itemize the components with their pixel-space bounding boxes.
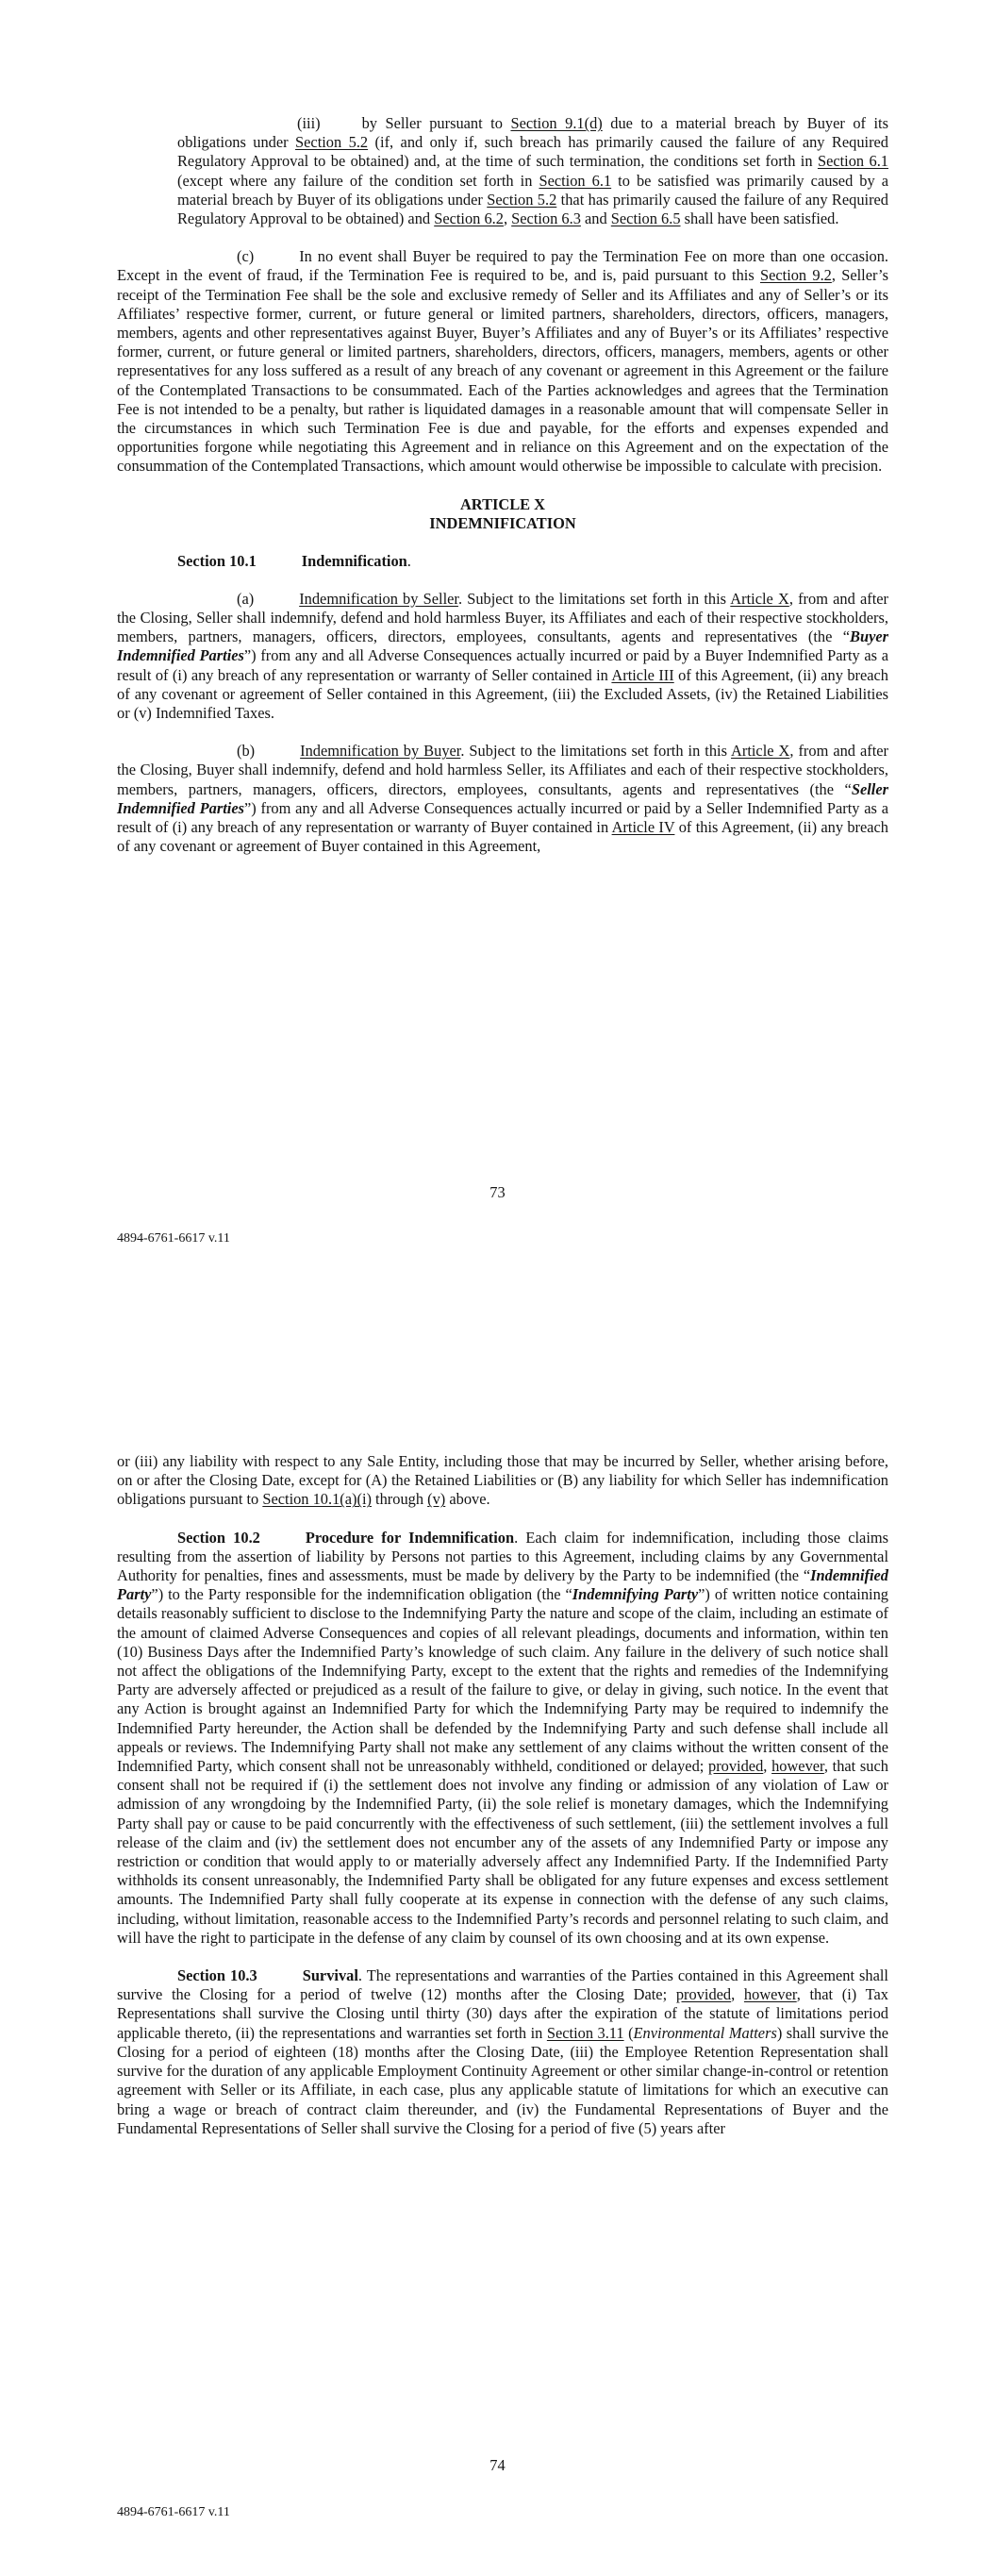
section-caption: Environmental Matters xyxy=(633,2023,777,2042)
proviso-term: however xyxy=(771,1757,824,1776)
clause-9-2-b-iii: (iii) by Seller pursuant to Section 9.1(d) due to a material breach by Buyer of its obligations under Section 5.2 (if, and only if, such breach has primarily caused the failure of any Required Regulatory Approval to be obtained) and, at the time of such termination, the conditions set forth in Section 6.1 (except where any failure of the condition set forth in Section 6.1 to be satisfied was primarily caused by a material breach by Buyer of its obligations under Section 5.2 that has primarily caused the failure of any Required Regulatory Approval to be obtained) and Section 6.2, Section 6.3 and Section 6.5 shall have been satisfied. xyxy=(177,114,889,228)
clause-label: (c) xyxy=(237,247,255,266)
proviso-term: however xyxy=(743,1985,797,2004)
section-title: Survival xyxy=(302,1966,358,1985)
clause-label: (a) xyxy=(237,589,255,608)
clause-10-1-b-continuation: or (iii) any liability with respect to any Sale Entity, including those that may be incurred by Seller, whether arising before, on or after the Closing Date, except for (A) the Retained Liabilities or (B) any liability for which Seller has indemnification obligations pursuant to Section 10.1(a)(i) through (v) above. xyxy=(117,1452,888,1509)
section-ref: Section 5.2 xyxy=(487,190,557,209)
page-body xyxy=(117,1452,888,2157)
section-ref: Section 10.1(a)(i) xyxy=(262,1490,372,1509)
section-ref: Article X xyxy=(730,589,789,608)
section-number: Section 10.2 xyxy=(177,1528,260,1547)
article-subtitle: INDEMNIFICATION xyxy=(429,513,576,532)
clause-label: (b) xyxy=(237,742,256,761)
section-number: Section 10.3 xyxy=(177,1966,257,1985)
clause-10-1-b: (b) Indemnification by Buyer. Subject to the limitations set forth in this Article X, from and after the Closing, Buyer shall indemnify, defend and hold harmless Seller, its Affiliates and each of their respective stockholders, members, partners, managers, officers, directors, employees, consultants, agents and representatives (the “Seller Indemnified Parties”) from any and all Adverse Consequences actually incurred or paid by a Seller Indemnified Party as a result of (i) any breach of any representation or warranty of Buyer contained in Article IV of this Agreement, (ii) any breach of any covenant or agreement of Buyer contained in this Agreement, xyxy=(117,742,889,856)
article-heading xyxy=(117,495,888,533)
section-10-1-heading: Section 10.1 Indemnification. xyxy=(177,551,411,570)
section-ref: Section 9.2 xyxy=(759,266,832,285)
article-title: ARTICLE X xyxy=(459,494,546,513)
section-title: Indemnification xyxy=(301,551,407,570)
clause-label: (iii) xyxy=(297,114,321,132)
clause-heading: Indemnification by Seller xyxy=(299,589,458,608)
defined-term: Buyer Indemnified Parties xyxy=(117,627,888,665)
section-title: Procedure for Indemnification xyxy=(305,1528,515,1547)
defined-term: Indemnifying Party xyxy=(572,1585,699,1604)
section-ref: Section 6.2 xyxy=(434,209,504,228)
section-ref: Section 3.11 xyxy=(546,2023,624,2042)
document-page-74 xyxy=(0,1288,995,2576)
section-ref: Section 5.2 xyxy=(295,133,369,152)
document-id: 4894-6761-6617 v.11 xyxy=(117,1231,230,1246)
section-ref: Section 6.5 xyxy=(610,209,681,228)
section-ref: Section 6.1 xyxy=(539,171,612,190)
proviso-term: provided xyxy=(675,1985,732,2004)
clause-heading: Indemnification by Buyer xyxy=(300,742,461,761)
section-ref: Section 6.3 xyxy=(511,209,581,228)
page-number: 73 xyxy=(489,1183,506,1201)
section-number: Section 10.1 xyxy=(177,551,257,570)
section-ref: Section 9.1(d) xyxy=(510,114,603,132)
section-ref: Article X xyxy=(731,742,790,761)
clause-9-2-c: (c) In no event shall Buyer be required to pay the Termination Fee on more than one occasion. Except in the event of fraud, if the Termination Fee is required to be, and is, paid pursuant to this Section 9.2, Seller’s receipt of the Termination Fee shall be the sole and exclusive remedy of Seller and its Affiliates and any of Seller’s or its Affiliates’ respective former, current, or future general or limited partners, shareholders, directors, officers, managers, members, agents and other representatives against Buyer, Buyer’s Affiliates and any of Buyer’s or its Affiliates’ respective former, current, or future general or limited partners, shareholders, directors, officers, managers, members, agents or other representatives for any loss suffered as a result of any breach of any covenant or agreement in this Agreement or the failure of the Contemplated Transactions to be consummated. Each of the Parties acknowledges and agrees that the Termination Fee is not intended to be a penalty, but rather is liquidated damages in a reasonable amount that will compensate Seller in the circumstances in which such Termination Fee is due and payable, for the efforts and expenses expended and opportunities forgone while negotiating this Agreement and in reliance on this Agreement and on the expectation of the consummation of the Contemplated Transactions, which amount would otherwise be impossible to calculate with precision. xyxy=(117,247,888,476)
section-ref: Article IV xyxy=(611,818,675,837)
defined-term: Indemnified Party xyxy=(117,1566,888,1604)
section-10-3: Section 10.3 Survival. The representations and warranties of the Parties contained in this Agreement shall survive the Closing for a period of twelve (12) months after the Closing Date; provided, however, that (i) Tax Representations shall survive the Closing until thirty (30) days after the expiration of the statute of limitations period applicable thereto, (ii) the representations and warranties set forth in Section 3.11 (Environmental Matters) shall survive the Closing for a period of eighteen (18) months after the Closing Date, (iii) the Employee Retention Representation shall survive for the duration of any applicable Employment Continuity Agreement or other similar change-in-control or retention agreement with Seller or its Affiliate, in each case, plus any applicable statute of limitations for which an executive can bring a wage or breach of contract claim thereunder, and (iv) the Fundamental Representations of Buyer and the Fundamental Representations of Seller shall survive the Closing for a period of five (5) years after xyxy=(117,1966,889,2137)
document-id: 4894-6761-6617 v.11 xyxy=(117,2505,230,2519)
proviso-term: provided xyxy=(708,1757,764,1776)
page-body xyxy=(117,114,888,876)
clause-10-1-a: (a) Indemnification by Seller. Subject to the limitations set forth in this Article X, from and after the Closing, Seller shall indemnify, defend and hold harmless Buyer, its Affiliates and each of their respective stockholders, members, partners, managers, officers, directors, employees, consultants, agents and representatives (the “Buyer Indemnified Parties”) from any and all Adverse Consequences actually incurred or paid by a Buyer Indemnified Party as a result of (i) any breach of any representation or warranty of Seller contained in Article III of this Agreement, (ii) any breach of any covenant or agreement of Seller contained in this Agreement, (iii) the Excluded Assets, (iv) the Retained Liabilities or (v) Indemnified Taxes. xyxy=(117,589,889,723)
section-ref: Section 6.1 xyxy=(817,152,889,171)
page-number: 74 xyxy=(489,2456,506,2474)
section-ref: (v) xyxy=(427,1490,446,1509)
defined-term: Seller Indemnified Parties xyxy=(117,779,888,817)
section-10-2: Section 10.2 Procedure for Indemnification. Each claim for indemnification, including those claims resulting from the assertion of liability by Persons not parties to this Agreement, including claims by any Governmental Authority for penalties, fines and assessments, must be made by delivery by the Party to be indemnified (the “Indemnified Party”) to the Party responsible for the indemnification obligation (the “Indemnifying Party”) of written notice containing details reasonably sufficient to disclose to the Indemnifying Party the nature and scope of the claim, including an estimate of the amount of claimed Adverse Consequences and copies of all relevant pleadings, documents and information, within ten (10) Business Days after the Indemnified Party’s knowledge of such claim. Any failure in the delivery of such notice shall not affect the obligations of the Indemnifying Party, except to the extent that the rights and remedies of the Indemnifying Party are adversely affected or prejudiced as a result of the failure to give, or delay in giving, such notice. In the event that any Action is brought against an Indemnified Party for which the Indemnifying Party may be required to indemnify the Indemnified Party hereunder, the Action shall be defended by the Indemnifying Party and such defense shall include all appeals or reviews. The Indemnifying Party shall not make any settlement of any claims without the written consent of the Indemnified Party, which consent shall not be unreasonably withheld, conditioned or delayed; provided, however, that such consent shall not be required if (i) the settlement does not involve any finding or admission of any violation of Law or admission of any wrongdoing by the Indemnified Party, (ii) the sole relief is monetary damages, which the Indemnifying Party shall pay or cause to be paid concurrently with the effectiveness of such settlement, (iii) the settlement involves a full release of the claim and (iv) the settlement does not encumber any of the assets of any Indemnified Party or impose any restriction or condition that would apply to or materially adversely affect any Indemnified Party. If the Indemnified Party withholds its consent unreasonably, the Indemnified Party shall be obligated for any future expenses and excess settlement amounts. The Indemnified Party shall fully cooperate at its expense in connection with the defense of any such claims, including, without limitation, reasonable access to the Indemnified Party’s records and personnel relating to such claim, and will have the right to participate in the defense of any claim by counsel of its own choosing and at its own expense. xyxy=(117,1528,888,1947)
section-ref: Article III xyxy=(611,665,674,684)
